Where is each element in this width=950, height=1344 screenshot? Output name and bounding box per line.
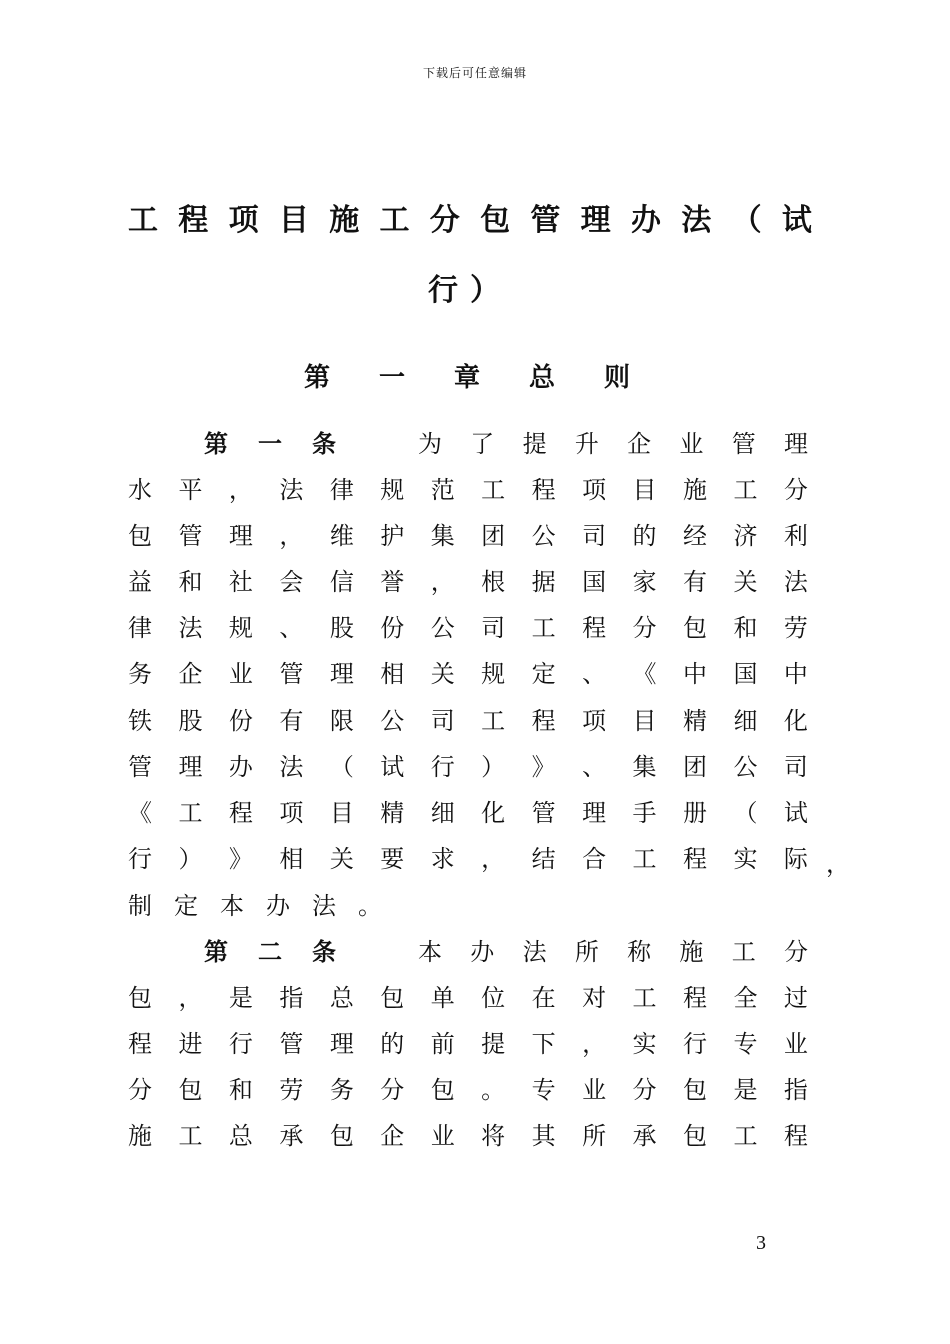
body-char: 铁	[128, 706, 152, 735]
title-char: 施	[329, 203, 360, 238]
body-char: 总	[228, 1122, 253, 1151]
body-char: 工	[632, 983, 657, 1012]
body-char: 化	[783, 706, 808, 735]
body-char: 包	[430, 1075, 455, 1104]
body-char: ，	[481, 845, 506, 874]
body-char: 有	[279, 706, 304, 735]
body-char: 和	[178, 567, 203, 596]
body-char: 际	[783, 845, 808, 874]
body-char: 和	[733, 614, 758, 643]
body-char: 分	[632, 1075, 657, 1104]
body-char: 业	[430, 1122, 455, 1151]
header-note: 下载后可任意编辑	[422, 66, 527, 80]
body-char: 司	[430, 706, 455, 735]
body-char: 有	[682, 567, 707, 596]
body-char: 程	[582, 614, 607, 643]
body-char: 团	[682, 752, 707, 781]
body-char: 份	[228, 706, 253, 735]
body-char: 司	[783, 752, 808, 781]
body-char: 的	[380, 1029, 405, 1058]
title-char: 理	[580, 203, 611, 238]
body-char: 项	[279, 798, 304, 827]
body-char: 、	[582, 660, 607, 689]
body-char: 工	[632, 845, 657, 874]
body-char: 关	[733, 567, 758, 596]
body-char: 管	[279, 660, 304, 689]
body-char: 业	[679, 429, 704, 458]
body-char: 、	[582, 752, 607, 781]
body-char: 为	[418, 429, 442, 458]
title-char: 包	[480, 203, 511, 238]
title-char: 项	[228, 203, 259, 238]
body-char: 中	[682, 660, 707, 689]
body-char: 包	[329, 1122, 354, 1151]
body-char: 项	[582, 706, 607, 735]
body-char: 管	[531, 798, 556, 827]
body-char: 经	[682, 521, 707, 550]
body-char: 单	[430, 983, 455, 1012]
body-char: 办	[228, 752, 253, 781]
body-char: 提	[481, 1029, 506, 1058]
body-char: 升	[574, 429, 599, 458]
body-char: 承	[279, 1122, 304, 1151]
body-char: 企	[178, 660, 203, 689]
body-char: 理	[783, 429, 808, 458]
body-char: 位	[481, 983, 506, 1012]
body-char: 范	[430, 475, 455, 504]
body-char: 分	[783, 475, 808, 504]
body-char: 包	[178, 1075, 203, 1104]
body-char: 包	[128, 521, 152, 550]
body-char: 相	[380, 660, 405, 689]
body-char: 包	[380, 983, 405, 1012]
body-char: 》	[531, 752, 556, 781]
body-char: 企	[627, 429, 652, 458]
body-char: 本	[220, 891, 244, 920]
body-char: 司	[481, 614, 506, 643]
body-char: 分	[380, 1075, 405, 1104]
title-char: 管	[530, 203, 561, 238]
body-char: ，	[430, 567, 455, 596]
body-char: 精	[682, 706, 707, 735]
body-char: 实	[632, 1029, 657, 1058]
body-char: 务	[329, 1075, 354, 1104]
body-char: 全	[733, 983, 758, 1012]
body-char: 程	[531, 706, 556, 735]
title-char: 法	[681, 203, 712, 238]
body-char: 律	[329, 475, 354, 504]
body-char: 专	[733, 1029, 758, 1058]
body-char: （	[329, 752, 354, 781]
body-char: 制	[128, 891, 152, 920]
body-char: 法	[522, 937, 547, 966]
body-line	[128, 609, 808, 643]
body-char: 司	[582, 521, 607, 550]
body-char: 法	[279, 475, 304, 504]
body-char: 》	[228, 845, 253, 874]
body-char: 是	[228, 983, 253, 1012]
body-char: 公	[733, 752, 758, 781]
body-char: 称	[627, 937, 652, 966]
body-char: 实	[733, 845, 758, 874]
body-char: 团	[481, 521, 506, 550]
body-char: 利	[783, 521, 808, 550]
article-label	[204, 424, 336, 458]
body-line	[128, 840, 808, 874]
body-char: 程	[128, 1029, 152, 1058]
body-char: 理	[228, 521, 253, 550]
body-char: 。	[358, 891, 382, 920]
body-line	[128, 978, 808, 1012]
body-char: 水	[128, 475, 152, 504]
body-char: 相	[279, 845, 304, 874]
body-char: 。	[481, 1075, 506, 1104]
body-line	[128, 516, 808, 550]
body-char: 管	[128, 752, 152, 781]
article-label-char: 条	[312, 937, 336, 966]
body-line	[128, 1117, 808, 1151]
body-char: 关	[329, 845, 354, 874]
body-char: ）	[178, 845, 203, 874]
body-line	[128, 747, 808, 781]
document-title-line-1	[128, 200, 812, 238]
body-char: 理	[582, 798, 607, 827]
body-char: 理	[329, 1029, 354, 1058]
body-char: 行	[430, 752, 455, 781]
body-char: 公	[430, 614, 455, 643]
body-char: 程	[682, 845, 707, 874]
body-line	[128, 1070, 808, 1104]
body-char: 将	[481, 1122, 506, 1151]
body-char: 会	[279, 567, 304, 596]
body-char: ，	[279, 521, 304, 550]
body-char: 精	[380, 798, 405, 827]
body-char: 定	[531, 660, 556, 689]
article-2-first-line	[128, 932, 808, 966]
body-char: 前	[430, 1029, 455, 1058]
body-char: 程	[531, 475, 556, 504]
body-char: 目	[329, 798, 354, 827]
body-char: 包	[682, 614, 707, 643]
page-number: 3	[756, 1232, 766, 1254]
body-char: 行	[228, 1029, 253, 1058]
title-char: 程	[178, 203, 209, 238]
article-label-char: 一	[258, 429, 282, 458]
title-char: 工	[379, 203, 410, 238]
body-char: 专	[531, 1075, 556, 1104]
body-char: 限	[329, 706, 354, 735]
body-char: 规	[481, 660, 506, 689]
article-first-line-text	[418, 932, 808, 966]
body-char: 承	[632, 1122, 657, 1151]
body-char: 法	[178, 614, 203, 643]
body-char: 包	[682, 1075, 707, 1104]
body-char: 册	[682, 798, 707, 827]
article-1-last-line	[128, 886, 382, 920]
body-line	[128, 793, 808, 827]
title-char: 工	[128, 203, 158, 238]
body-char: 根	[481, 567, 506, 596]
body-char: 工	[178, 798, 203, 827]
title-char: ）	[470, 273, 500, 308]
body-char: 包	[682, 1122, 707, 1151]
article-label-char: 第	[204, 937, 228, 966]
body-char: 在	[531, 983, 556, 1012]
body-char: 家	[632, 567, 657, 596]
title-char: （	[731, 203, 762, 238]
body-char: 行	[682, 1029, 707, 1058]
body-char: 所	[574, 937, 599, 966]
body-char: 誉	[380, 567, 405, 596]
body-char: 总	[329, 983, 354, 1012]
body-char: 分	[783, 937, 808, 966]
body-char: 目	[632, 475, 657, 504]
body-char: 维	[329, 521, 354, 550]
body-char: 理	[178, 752, 203, 781]
body-char: 结	[531, 845, 556, 874]
body-char: 办	[266, 891, 290, 920]
body-char: 提	[522, 429, 547, 458]
body-char: 程	[228, 798, 253, 827]
body-char: 求	[430, 845, 455, 874]
chapter-heading-char: 一	[378, 362, 405, 393]
body-char: 所	[582, 1122, 607, 1151]
body-char: 国	[582, 567, 607, 596]
body-char: 管	[279, 1029, 304, 1058]
body-char: 业	[582, 1075, 607, 1104]
body-char: 工	[731, 937, 756, 966]
body-char: 信	[329, 567, 354, 596]
body-char: 项	[582, 475, 607, 504]
body-line	[128, 701, 808, 735]
article-label-char: 第	[204, 429, 228, 458]
chapter-heading-char: 章	[453, 362, 480, 393]
body-char: 办	[470, 937, 495, 966]
body-char: 企	[380, 1122, 405, 1151]
body-char: 施	[679, 937, 704, 966]
body-char: 程	[682, 983, 707, 1012]
body-char: 集	[430, 521, 455, 550]
body-char: 工	[481, 475, 506, 504]
body-char: 指	[783, 1075, 808, 1104]
title-char: 目	[278, 203, 309, 238]
body-char: 下	[531, 1029, 556, 1058]
chapter-heading-char: 则	[603, 362, 630, 393]
body-char: 目	[632, 706, 657, 735]
body-char: ，	[228, 475, 253, 504]
body-char: 业	[783, 1029, 808, 1058]
body-char: 律	[128, 614, 152, 643]
body-char: 的	[632, 521, 657, 550]
body-char: 理	[329, 660, 354, 689]
body-char: ，	[178, 983, 203, 1012]
body-char: 规	[228, 614, 253, 643]
body-char: 其	[531, 1122, 556, 1151]
body-char: 施	[682, 475, 707, 504]
title-char: 分	[429, 203, 460, 238]
body-char: 指	[279, 983, 304, 1012]
article-first-line-text	[418, 424, 808, 458]
body-char: 细	[430, 798, 455, 827]
body-char: 劳	[279, 1075, 304, 1104]
body-char: 是	[733, 1075, 758, 1104]
title-char: 试	[781, 203, 812, 238]
body-char: 化	[481, 798, 506, 827]
body-char: 本	[418, 937, 442, 966]
body-char: 益	[128, 567, 152, 596]
body-char: 工	[733, 1122, 758, 1151]
article-label	[204, 932, 336, 966]
body-char: 关	[430, 660, 455, 689]
body-char: 《	[632, 660, 657, 689]
body-char: 工	[481, 706, 506, 735]
body-char: 分	[632, 614, 657, 643]
body-char: 程	[783, 1122, 808, 1151]
body-char: 合	[582, 845, 607, 874]
body-char: 股	[178, 706, 203, 735]
body-line	[128, 470, 808, 504]
body-line	[128, 655, 808, 689]
body-char: 《	[128, 798, 152, 827]
body-char: 据	[531, 567, 556, 596]
article-label-char: 条	[312, 429, 336, 458]
chapter-heading-char: 第	[304, 362, 331, 393]
body-char: （	[733, 798, 758, 827]
body-char: 股	[329, 614, 354, 643]
body-char: 法	[279, 752, 304, 781]
body-char: 要	[380, 845, 405, 874]
body-char: 公	[531, 521, 556, 550]
body-char: 行	[128, 845, 152, 874]
body-char: 工	[178, 1122, 203, 1151]
body-line	[128, 562, 808, 596]
document-title-line-2	[428, 270, 500, 308]
body-char: 试	[380, 752, 405, 781]
chapter-heading	[304, 358, 630, 392]
body-char: 、	[279, 614, 304, 643]
body-char: 试	[783, 798, 808, 827]
body-char: 管	[178, 521, 203, 550]
article-1-first-line	[128, 424, 808, 458]
body-char: 平	[178, 475, 203, 504]
body-char: 法	[783, 567, 808, 596]
body-char: 手	[632, 798, 657, 827]
body-char: 社	[228, 567, 253, 596]
body-line	[128, 1024, 808, 1058]
body-char: 国	[733, 660, 758, 689]
chapter-heading-char: 总	[528, 362, 555, 393]
body-char: 工	[733, 475, 758, 504]
body-char: 规	[380, 475, 405, 504]
body-char: ）	[481, 752, 506, 781]
title-char: 办	[630, 203, 661, 238]
body-char: 包	[128, 983, 152, 1012]
body-char: 济	[733, 521, 758, 550]
body-char: 定	[174, 891, 198, 920]
title-char: 行	[428, 273, 458, 308]
body-char: 和	[228, 1075, 253, 1104]
body-char: 法	[312, 891, 336, 920]
article-label-char: 二	[258, 937, 282, 966]
body-char: 份	[380, 614, 405, 643]
body-char: 对	[582, 983, 607, 1012]
body-char: 护	[380, 521, 405, 550]
body-char: 集	[632, 752, 657, 781]
body-char: 工	[531, 614, 556, 643]
body-char: 劳	[783, 614, 808, 643]
body-char: 了	[470, 429, 495, 458]
body-char: 施	[128, 1122, 152, 1151]
body-char: ，	[582, 1029, 607, 1058]
article-1-overhang-punctuation: ，	[826, 849, 850, 878]
body-char: 管	[731, 429, 756, 458]
body-char: 中	[783, 660, 808, 689]
body-char: 进	[178, 1029, 203, 1058]
body-char: 过	[783, 983, 808, 1012]
body-char: 业	[228, 660, 253, 689]
body-char: 务	[128, 660, 152, 689]
body-char: 分	[128, 1075, 152, 1104]
body-char: 细	[733, 706, 758, 735]
body-char: 公	[380, 706, 405, 735]
